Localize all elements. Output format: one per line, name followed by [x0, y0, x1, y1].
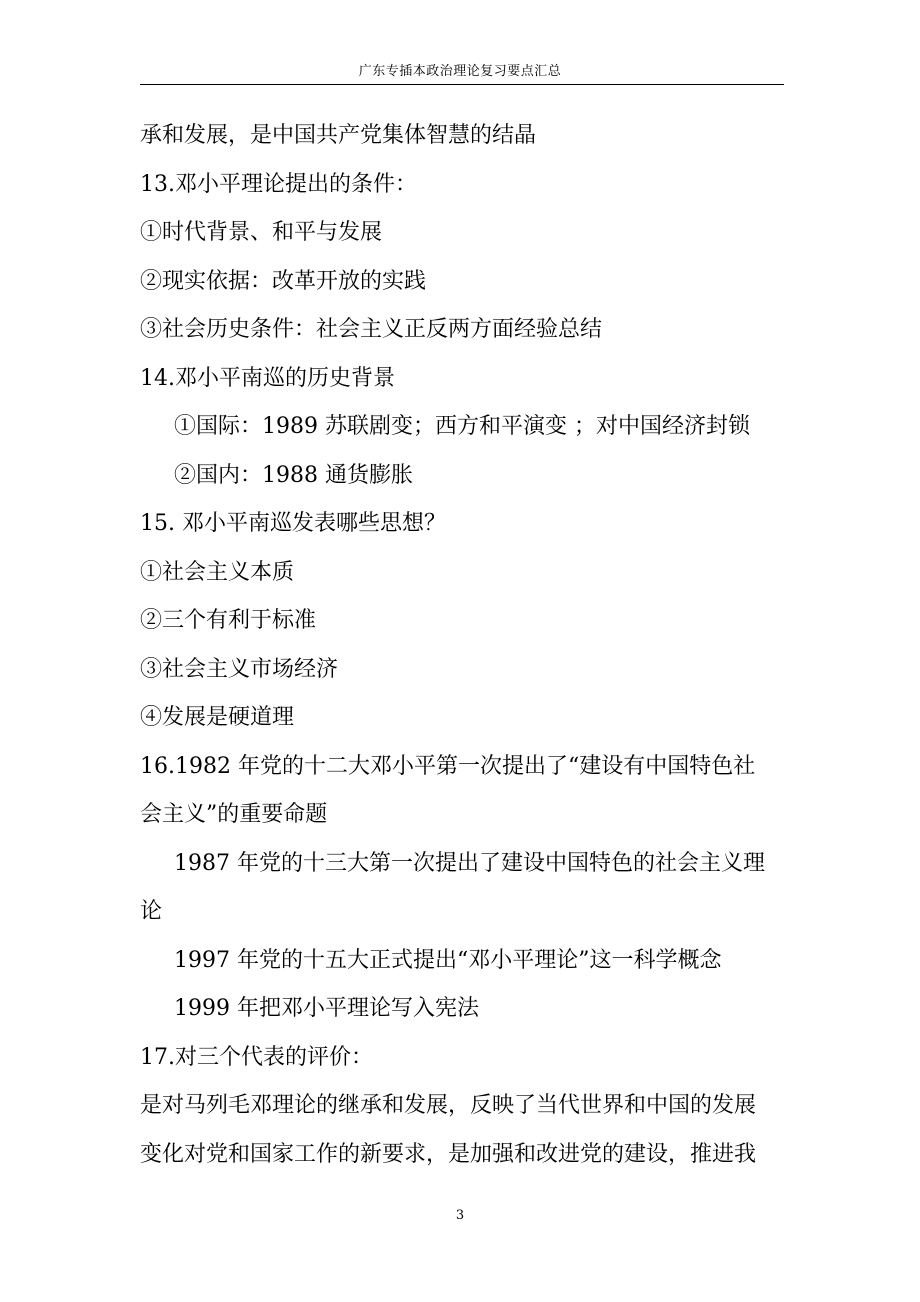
- text-line: 1997 年党的十五大正式提出“邓小平理论”这一科学概念: [174, 947, 722, 973]
- page-number: 3: [455, 1208, 465, 1223]
- list-item: ③社会历史条件：社会主义正反两方面经验总结: [140, 317, 603, 342]
- text-line: 1999 年把邓小平理论写入宪法: [174, 996, 479, 1021]
- text-line: 会主义”的重要命题: [140, 802, 328, 827]
- question-heading-13: 13.邓小平理论提出的条件：: [140, 171, 417, 197]
- running-header: 广东专插本政治理论复习要点汇总: [358, 64, 562, 79]
- list-item: ②国内：1988 通货膨胀: [174, 462, 413, 488]
- header-rule: [140, 84, 784, 85]
- question-heading-16: 16.1982 年党的十二大邓小平第一次提出了“建设有中国特色社: [140, 753, 756, 779]
- question-heading-17: 17.对三个代表的评价：: [140, 1044, 373, 1070]
- text-line: 承和发展，是中国共产党集体智慧的结晶: [140, 123, 537, 148]
- list-item: ②现实依据：改革开放的实践: [140, 268, 427, 294]
- text-line: 是对马列毛邓理论的继承和发展，反映了当代世界和中国的发展: [140, 1093, 757, 1118]
- text-line: 变化对党和国家工作的新要求，是加强和改进党的建设，推进我: [140, 1141, 757, 1167]
- list-item: ④发展是硬道理: [140, 705, 295, 730]
- text-line: 论: [140, 899, 163, 924]
- text-line: 1987 年党的十三大第一次提出了建设中国特色的社会主义理: [174, 850, 765, 876]
- question-heading-14: 14.邓小平南巡的历史背景: [140, 365, 395, 391]
- list-item: ①国际：1989 苏联剧变；西方和平演变 ；对中国经济封锁: [174, 414, 750, 439]
- list-item: ①社会主义本质: [140, 559, 295, 585]
- question-heading-15: 15. 邓小平南巡发表哪些思想？: [140, 511, 446, 536]
- list-item: ①时代背景、和平与发展: [140, 220, 383, 245]
- list-item: ③社会主义市场经济: [140, 656, 339, 682]
- list-item: ②三个有利于标准: [140, 608, 317, 633]
- page-body: [140, 112, 788, 1179]
